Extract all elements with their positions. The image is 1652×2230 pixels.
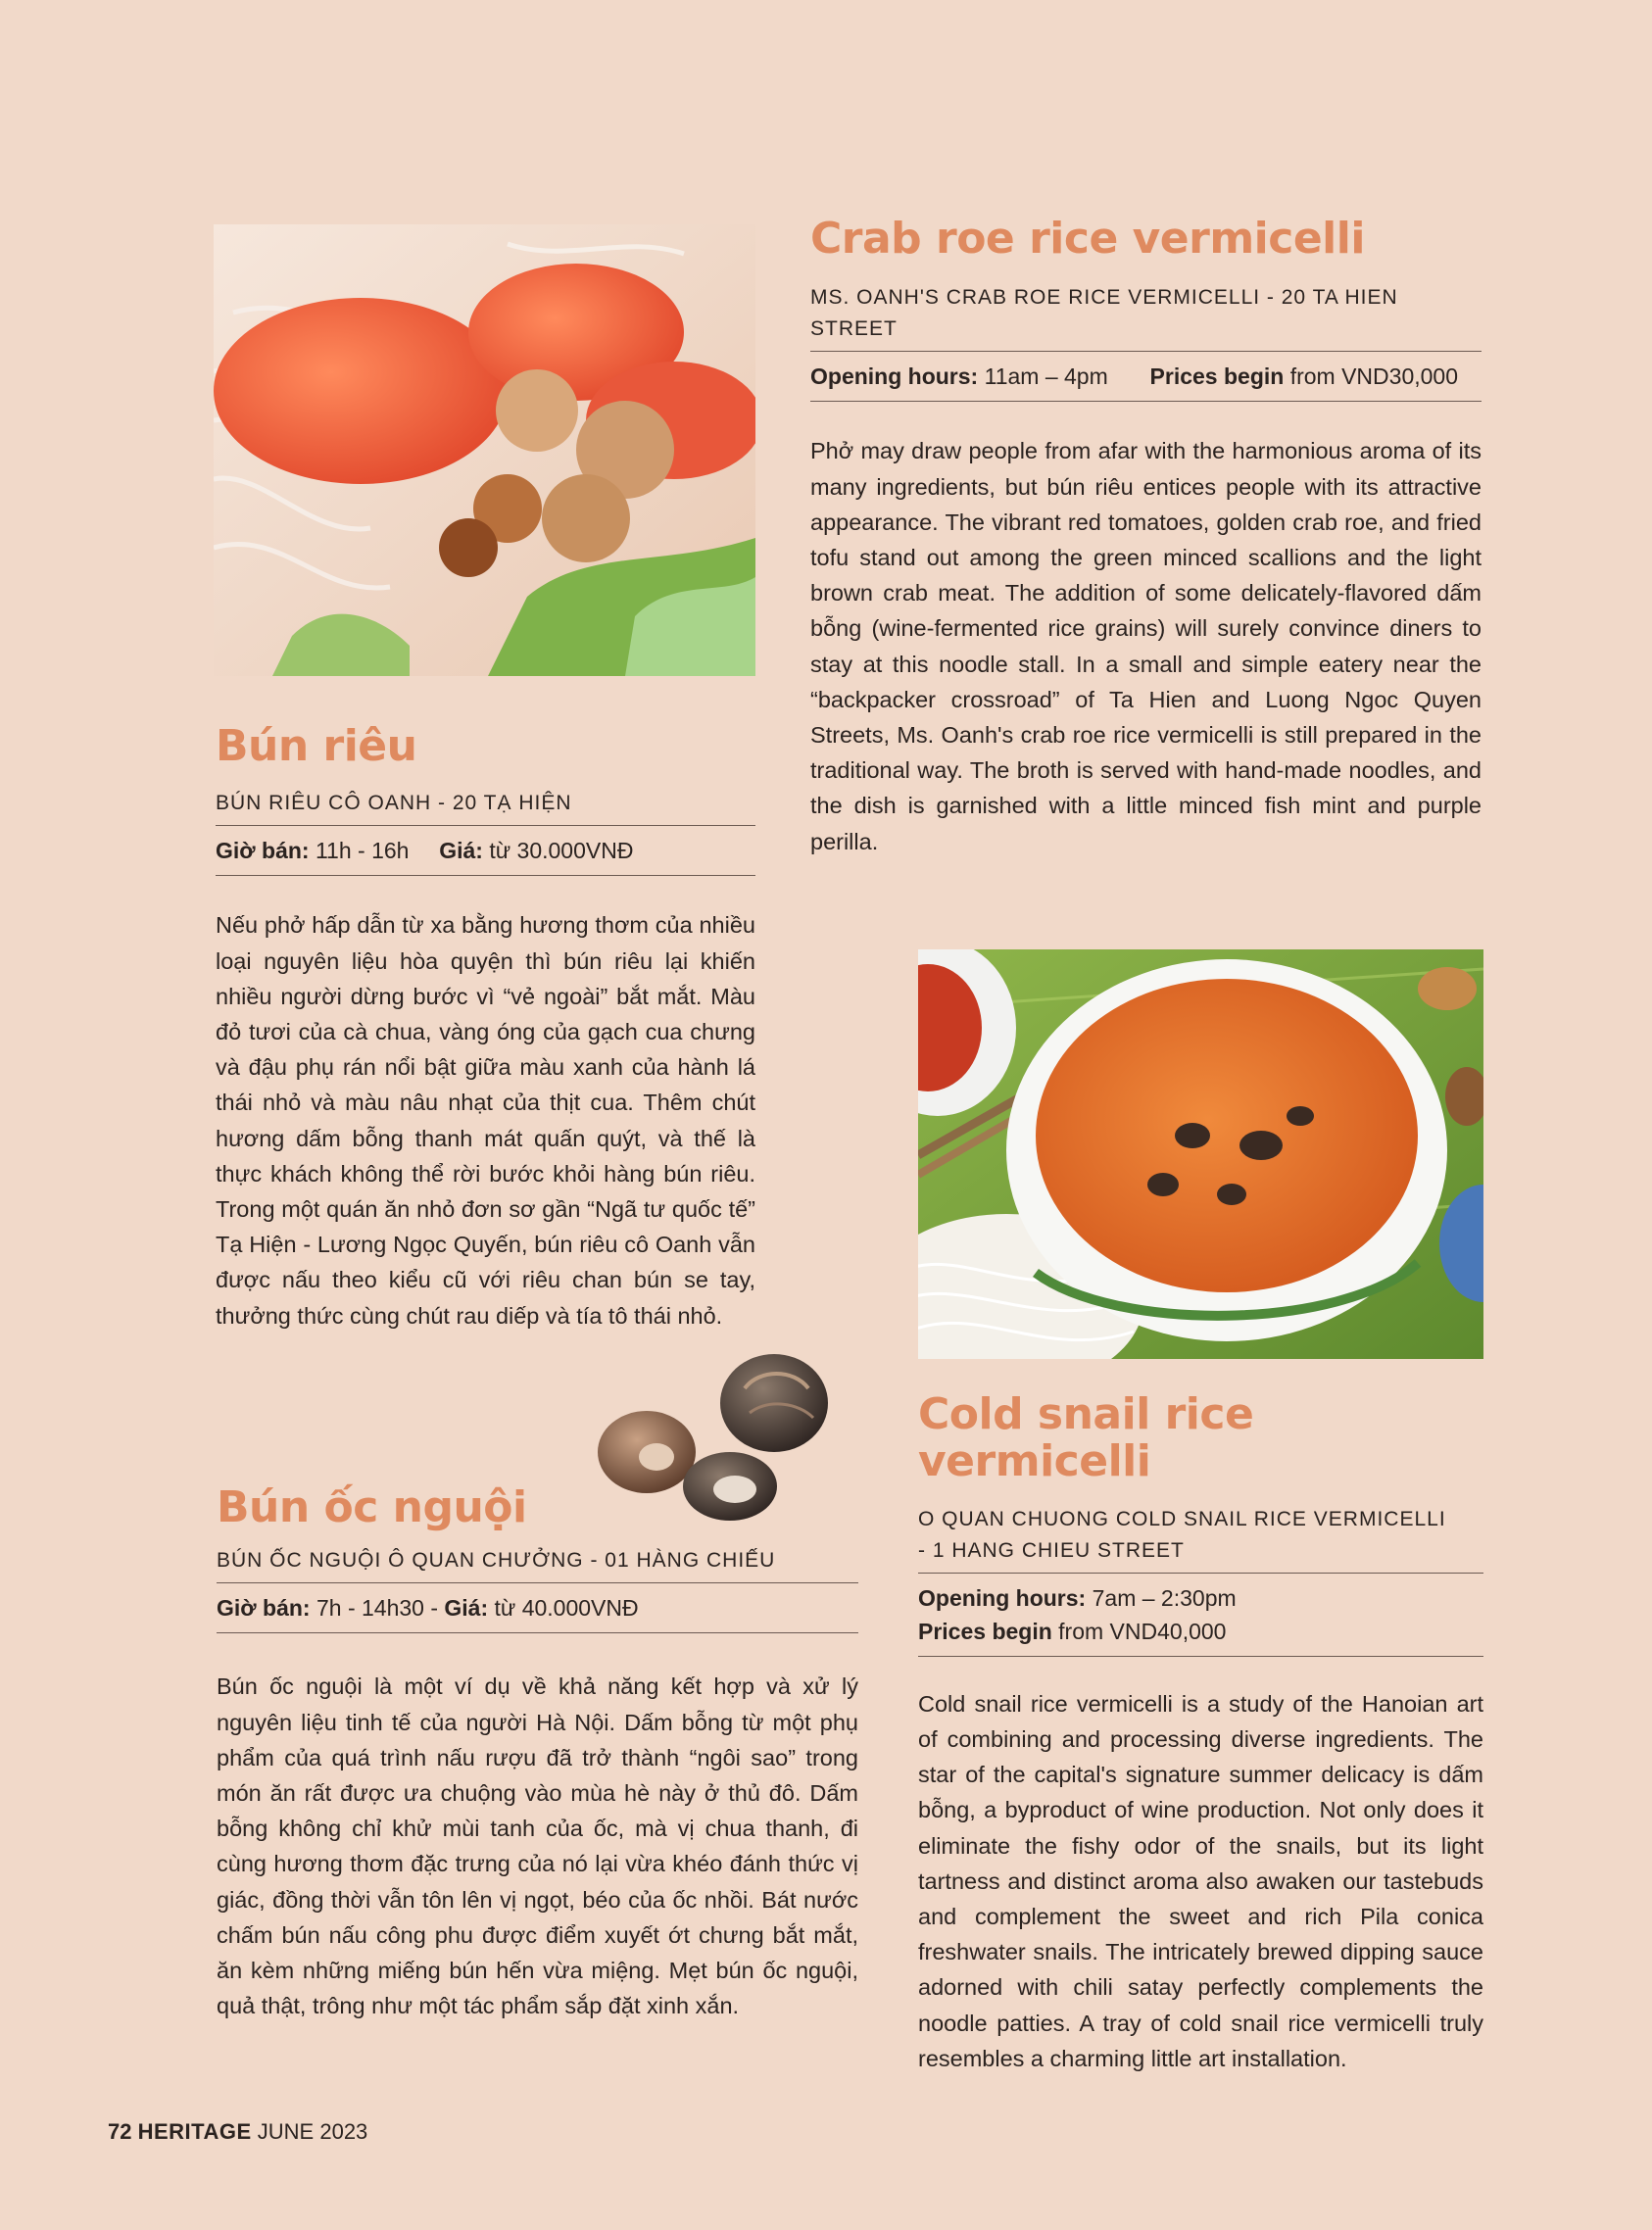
hours-value: 7am – 2:30pm [1092,1584,1237,1611]
bun-rieu-info [216,826,755,876]
bun-rieu-venue: BÚN RIÊU CÔ OANH - 20 TẠ HIỆN [216,788,755,826]
cold-snail-info [918,1574,1483,1657]
bun-oc-nguoi-body: Bún ốc nguội là một ví dụ về khả năng kết hợp và xử lý nguyên liệu tinh tế của người Hà Nội. Dấm bỗng từ một phụ phẩm của quá trình nấu rượu đã trở thành “ngôi sao” trong món ăn rất được ưa chuộng vào mùa hè này ở thủ đô. Dấm bỗng không chỉ khử mùi tanh của ốc, mà vị chua thanh, đi cùng hương thơm đặc trưng của nó lại vừa khéo đánh thức vị giác, đồng thời vẫn tôn lên vị ngọt, béo của ốc nhồi. Bát nước chấm bún nấu công phu được điểm xuyết ớt chưng bắt mắt, ăn kèm những miếng bún hến vừa miệng. Mẹt bún ốc nguội, quả thật, trông như một tác phẩm sắp đặt xinh xắn. [217,1673,858,2019]
cold-snail-venue-line2: - 1 HANG CHIEU STREET [918,1538,1185,1562]
crab-roe-section [810,216,1482,882]
hours-label: Giờ bán: [217,1595,311,1622]
price-value: from VND40,000 [1058,1618,1227,1644]
price-value: từ 30.000VNĐ [489,838,634,864]
price-label: Giá: [444,1595,489,1622]
magazine-brand: HERITAGE [137,2119,252,2144]
bun-oc-nguoi-title: Bún ốc nguội [217,1482,527,1532]
cold-snail-section [918,1391,1483,2100]
hours-label: Giờ bán: [216,838,310,864]
issue-date: JUNE 2023 [257,2119,368,2144]
hours-value: 11h - 16h [315,838,410,864]
bun-rieu-section [216,723,755,1356]
page-number: 72 [108,2119,132,2144]
bun-rieu-body: Nếu phở hấp dẫn từ xa bằng hương thơm của nhiều loại nguyên liệu hòa quyện thì bún riêu lại khiến nhiều người dừng bước vì “vẻ ngoài” bắt mắt. Màu đỏ tươi của cà chua, vàng óng của gạch cua chưng và đậu phụ rán nổi bật giữa màu xanh của hành lá thái nhỏ và màu nâu nhạt của thịt cua. Thêm chút hương dấm bỗng thanh mát quấn quýt, và thế là thực khách không thể rời bước khỏi hàng bún riêu. Trong một quán ăn nhỏ đơn sơ gần “Ngã tư quốc tế” Tạ Hiện - Lương Ngọc Quyến, bún riêu cô Oanh vẫn được nấu theo kiểu cũ với riêu chan bún se tay, thưởng thức cùng chút rau diếp và tía tô thái nhỏ. [216,912,755,1329]
bun-oc-nguoi-info [217,1583,858,1633]
hours-label: Opening hours: [918,1584,1087,1611]
cold-snail-vermicelli-photo [918,949,1483,1359]
bun-oc-nguoi-section [217,1484,858,2047]
hours-value: 7h - 14h30 - [316,1595,438,1622]
price-value: from VND30,000 [1289,364,1459,390]
price-label: Prices begin [918,1618,1052,1644]
crab-roe-info [810,352,1482,402]
cold-snail-venue-line1: O QUAN CHUONG COLD SNAIL RICE VERMICELLI [918,1507,1446,1530]
price-label: Giá: [439,838,483,864]
price-label: Prices begin [1149,364,1285,390]
page-footer [108,2119,367,2145]
bun-oc-nguoi-venue: BÚN ỐC NGUỘI Ô QUAN CHƯỞNG - 01 HÀNG CHIẾU [217,1545,858,1583]
cold-snail-venue [918,1504,1483,1574]
cold-snail-title: Cold snail rice vermicelli [918,1389,1254,1487]
hours-label: Opening hours: [810,364,979,390]
price-value: từ 40.000VNĐ [494,1595,639,1622]
hours-value: 11am – 4pm [984,364,1108,390]
crab-roe-venue: MS. OANH'S CRAB ROE RICE VERMICELLI - 20 TA HIEN STREET [810,282,1482,352]
crab-roe-body: Phở may draw people from afar with the harmonious aroma of its many ingredients, but bún riêu entices people with its attractive appearance. The vibrant red tomatoes, golden crab roe, and fried tofu stand out among the green minced scallions and the light brown crab meat. The addition of some delicately-flavored dấm bỗng (wine-fermented rice grains) will surely convince diners to stay at this noodle stall. In a small and simple eatery near the “backpacker crossroad” of Ta Hien and Luong Ngoc Quyen Streets, Ms. Oanh's crab roe rice vermicelli is still prepared in the traditional way. The broth is served with hand-made noodles, and the dish is garnished with a little minced fish mint and purple perilla. [810,438,1482,854]
crab-roe-vermicelli-photo [214,224,755,676]
crab-roe-title: Crab roe rice vermicelli [810,214,1365,264]
cold-snail-body: Cold snail rice vermicelli is a study of the Hanoian art of combining and processing diverse ingredients. The star of the capital's signature summer delicacy is dấm bỗng, a byproduct of wine production. Not only does it eliminate the fishy odor of the snails, but its light tartness and distinct aroma also awaken our tastebuds and complement the sweet and rich Pila conica freshwater snails. The intricately brewed dipping sauce adorned with chili satay perfectly complements the noodle patties. A tray of cold snail rice vermicelli truly resembles a charming little art installation. [918,1690,1483,2071]
bun-rieu-title: Bún riêu [216,721,417,771]
